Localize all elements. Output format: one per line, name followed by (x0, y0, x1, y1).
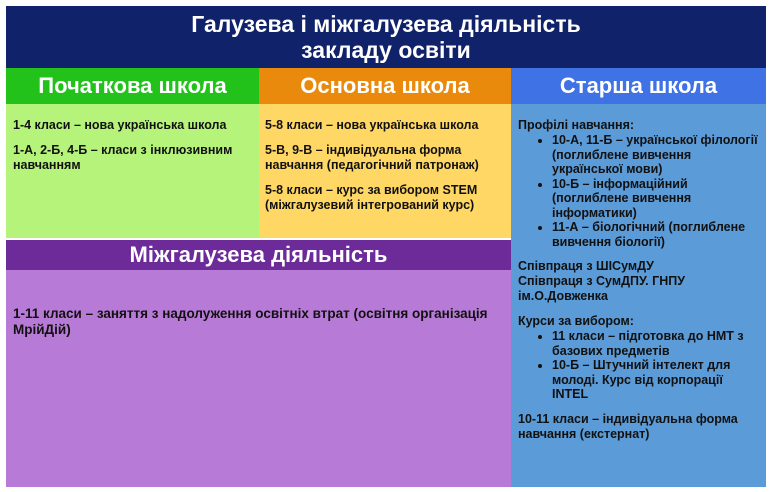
basic-school-header: Основна школа (259, 68, 511, 104)
electives-label: Курси за вибором: (518, 314, 634, 328)
primary-school-panel (6, 104, 259, 238)
profile-item: • 11-А – біологічний (поглиблене вивчення біології) (552, 220, 760, 249)
cooperation-sumdpu: Співпраця з СумДПУ. ГНПУ ім.О.Довженка (518, 274, 685, 303)
title-line-1: Галузева і міжгалузева діяльність (191, 11, 581, 37)
individual-form: 10-11 класи – індивідуальна форма навчання (екстернат) (518, 411, 738, 441)
senior-school-panel (511, 104, 766, 487)
interdisciplinary-text: 1-11 класи – заняття з надолуження освітніх втрат (освітня організація МрійДій) (13, 306, 488, 337)
primary-item: 1-А, 2-Б, 4-Б – класи з інклюзивним навчанням (13, 143, 233, 172)
profile-item: • 10-А, 11-Б – української філології (поглиблене вивчення української мови) (552, 133, 760, 177)
electives-list (518, 329, 760, 402)
profiles-list (518, 133, 760, 249)
elective-item: • 10-Б – Штучний інтелект для молоді. Курс від корпорації INTEL (552, 358, 760, 402)
interdisciplinary-header: Міжгалузева діяльність (6, 240, 511, 270)
primary-school-header: Початкова школа (6, 68, 259, 104)
profile-item: • 10-Б – інформаційний (поглиблене вивчення інформатики) (552, 177, 760, 221)
title-line-2: закладу освіти (301, 37, 471, 63)
page-title (6, 6, 766, 68)
basic-item: 5-8 класи – нова українська школа (265, 118, 479, 132)
basic-school-panel (259, 104, 511, 238)
basic-item: 5-В, 9-В – індивідуальна форма навчання (педагогічний патронаж) (265, 143, 479, 172)
cooperation-shi-sumdu: Співпраця з ШІСумДУ (518, 259, 654, 273)
elective-item: • 11 класи – підготовка до НМТ з базових предметів (552, 329, 760, 358)
interdisciplinary-panel (6, 270, 511, 487)
senior-school-header: Старша школа (511, 68, 766, 104)
basic-item: 5-8 класи – курс за вибором STEM (міжгалузевий інтегрований курс) (265, 183, 478, 212)
primary-item: 1-4 класи – нова українська школа (13, 118, 227, 132)
profiles-label: Профілі навчання: (518, 118, 635, 132)
